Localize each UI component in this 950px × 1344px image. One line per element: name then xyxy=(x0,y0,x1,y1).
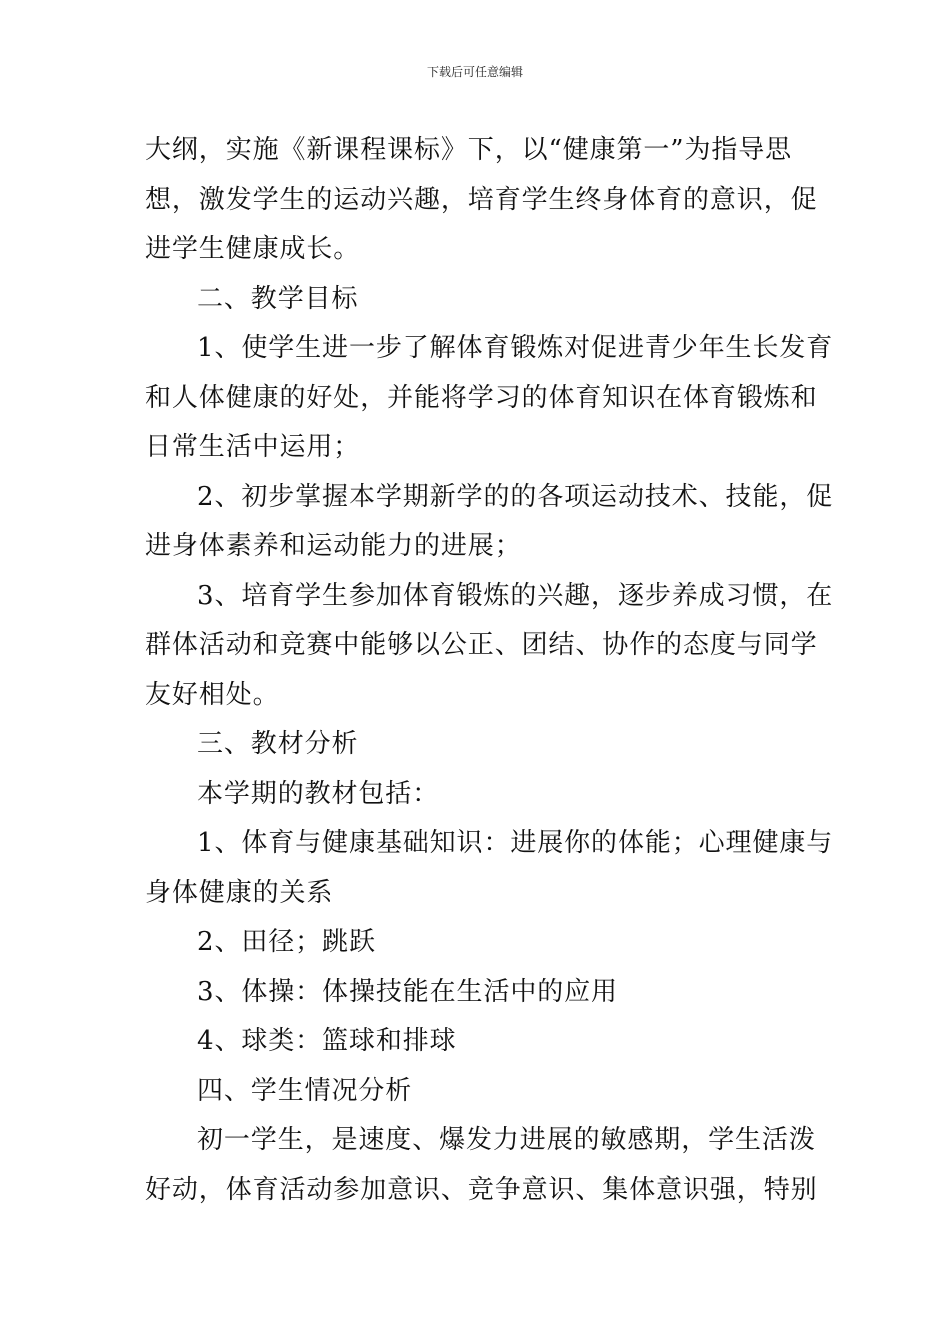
text-line: 友好相处。 xyxy=(145,679,280,710)
text-line: 4、球类：篮球和排球 xyxy=(197,1026,457,1056)
text-line: 本学期的教材包括： xyxy=(197,778,440,809)
text-line: 进身体素养和运动能力的进展； xyxy=(145,531,522,561)
text-line: 进学生健康成长。 xyxy=(145,234,361,264)
section-heading: 二、教学目标 xyxy=(197,283,359,314)
text-line: 1、体育与健康基础知识：进展你的体能；心理健康与 xyxy=(197,828,834,858)
text-line: 和人体健康的好处，并能将学习的体育知识在体育锻炼和 xyxy=(145,382,818,413)
text-line: 3、体操：体操技能在生活中的应用 xyxy=(197,976,618,1007)
text-line: 2、初步掌握本学期新学的的各项运动技术、技能，促 xyxy=(197,481,834,512)
page-header: 下载后可任意编辑 xyxy=(426,65,523,79)
text-line: 1、使学生进一步了解体育锻炼对促进青少年生长发育 xyxy=(197,333,834,363)
text-line: 大纲，实施《新课程课标》下，以“健康第一”为指导思 xyxy=(145,135,793,165)
text-line: 2、田径；跳跃 xyxy=(197,927,376,957)
section-heading: 四、学生情况分析 xyxy=(197,1075,413,1106)
text-line: 好动，体育活动参加意识、竞争意识、集体意识强，特别 xyxy=(145,1174,818,1205)
document-body xyxy=(145,126,834,1215)
text-line: 3、培育学生参加体育锻炼的兴趣，逐步养成习惯，在 xyxy=(197,580,834,611)
text-line: 身体健康的关系 xyxy=(145,877,334,908)
text-line: 群体活动和竞赛中能够以公正、团结、协作的态度与同学 xyxy=(145,630,818,660)
section-heading: 三、教材分析 xyxy=(197,729,359,759)
text-line: 日常生活中运用； xyxy=(145,432,361,462)
text-line: 想，激发学生的运动兴趣，培育学生终身体育的意识，促 xyxy=(145,184,818,215)
text-line: 初一学生，是速度、爆发力进展的敏感期，学生活泼 xyxy=(197,1125,816,1155)
